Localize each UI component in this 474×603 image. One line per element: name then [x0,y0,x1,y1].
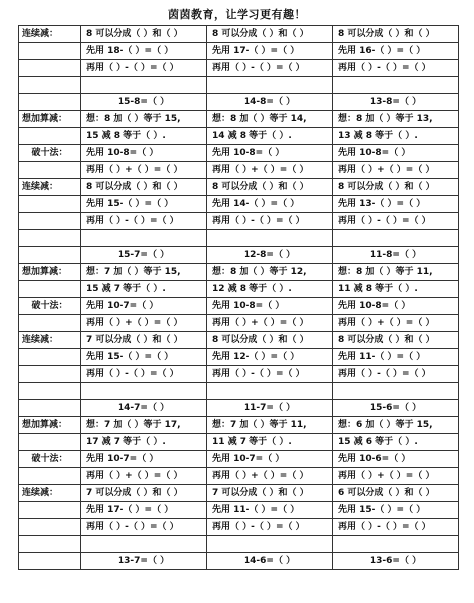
method-label [19,247,81,264]
equation-cell [333,94,459,111]
exercise-row [19,519,459,536]
equation-row [19,400,459,417]
method-label [19,77,81,94]
method-label [19,502,81,519]
method-label: 连续减： [19,485,81,502]
exercise-cell: 再用（ ）+（ ）=（ ） [333,315,459,332]
exercise-cell: 再用（ ）-（ ）=（ ） [207,213,333,230]
exercise-cell: 15 减 8 等于（ ）. [81,128,207,145]
exercise-row [19,332,459,349]
equation-cell [81,247,207,264]
method-label [19,366,81,383]
exercise-row [19,111,459,128]
exercise-cell: 想：8 加（ ）等于 13, [333,111,459,128]
method-label [19,60,81,77]
equation-text: 15-6=（ ） [369,403,422,413]
equation-text: 14-7=（ ） [117,403,170,413]
equation-text: 15-8=（ ） [117,97,170,107]
equation-cell [207,400,333,417]
equation-row [19,553,459,570]
exercise-row [19,179,459,196]
method-label: 想加算减： [19,417,81,434]
equation-row [19,94,459,111]
exercise-cell: 想：8 加（ ）等于 11, [333,264,459,281]
equation-cell [81,553,207,570]
equation-text: 15-7=（ ） [117,250,170,260]
exercise-row [19,434,459,451]
exercise-cell: 先用 10-7=（ ） [81,298,207,315]
exercise-cell: 想：6 加（ ）等于 15, [333,417,459,434]
worksheet-table [18,25,459,570]
method-label: 破十法： [19,145,81,162]
exercise-cell: 先用 17-（ ）=（ ） [207,43,333,60]
exercise-cell: 再用（ ）+（ ）=（ ） [81,162,207,179]
equation-text: 14-8=（ ） [243,97,296,107]
worksheet-body [19,26,459,570]
equation-cell [207,553,333,570]
method-label [19,196,81,213]
exercise-cell: 8 可以分成（ ）和（ ） [333,332,459,349]
exercise-cell: 再用（ ）-（ ）=（ ） [81,519,207,536]
exercise-row [19,145,459,162]
exercise-cell: 再用（ ）+（ ）=（ ） [207,162,333,179]
exercise-cell: 再用（ ）-（ ）=（ ） [207,519,333,536]
equation-text: 11-7=（ ） [243,403,296,413]
exercise-row [19,281,459,298]
method-label [19,213,81,230]
exercise-cell: 8 可以分成（ ）和（ ） [207,26,333,43]
method-label [19,349,81,366]
blank-row [19,536,459,553]
equation-cell [81,94,207,111]
exercise-cell: 想：8 加（ ）等于 12, [207,264,333,281]
method-label [19,128,81,145]
exercise-cell: 先用 10-8=（ ） [81,145,207,162]
exercise-cell: 7 可以分成（ ）和（ ） [81,332,207,349]
exercise-cell: 再用（ ）-（ ）=（ ） [81,213,207,230]
exercise-cell: 再用（ ）-（ ）=（ ） [333,519,459,536]
exercise-row [19,298,459,315]
exercise-row [19,213,459,230]
method-label [19,43,81,60]
exercise-cell: 想：7 加（ ）等于 11, [207,417,333,434]
method-label: 想加算减： [19,264,81,281]
exercise-cell: 再用（ ）+（ ）=（ ） [81,315,207,332]
method-label [19,468,81,485]
exercise-row [19,196,459,213]
exercise-cell: 先用 18-（ ）=（ ） [81,43,207,60]
exercise-cell: 先用 14-（ ）=（ ） [207,196,333,213]
equation-text: 13-8=（ ） [369,97,422,107]
exercise-cell: 想：7 加（ ）等于 17, [81,417,207,434]
method-label [19,315,81,332]
method-label: 连续减： [19,332,81,349]
equation-cell [333,553,459,570]
exercise-row [19,26,459,43]
method-label [19,162,81,179]
exercise-cell: 再用（ ）+（ ）=（ ） [207,315,333,332]
exercise-row [19,349,459,366]
exercise-cell [333,536,459,553]
equation-cell [81,400,207,417]
exercise-cell [207,383,333,400]
equation-text: 14-6=（ ） [243,556,296,566]
exercise-cell: 先用 10-8=（ ） [207,145,333,162]
exercise-row [19,43,459,60]
method-label: 破十法： [19,451,81,468]
exercise-cell: 再用（ ）+（ ）=（ ） [207,468,333,485]
exercise-cell: 8 可以分成（ ）和（ ） [333,26,459,43]
exercise-cell: 先用 10-8=（ ） [333,298,459,315]
exercise-row [19,128,459,145]
method-label [19,383,81,400]
method-label: 连续减： [19,179,81,196]
exercise-row [19,417,459,434]
equation-text: 13-6=（ ） [369,556,422,566]
exercise-cell [207,536,333,553]
exercise-cell: 再用（ ）-（ ）=（ ） [333,213,459,230]
exercise-cell [207,77,333,94]
method-label [19,553,81,570]
equation-text: 13-7=（ ） [117,556,170,566]
exercise-cell: 想：7 加（ ）等于 15, [81,264,207,281]
exercise-cell [333,230,459,247]
exercise-cell: 先用 15-（ ）=（ ） [81,196,207,213]
exercise-cell: 先用 15-（ ）=（ ） [333,502,459,519]
exercise-cell: 再用（ ）-（ ）=（ ） [333,60,459,77]
equation-text: 11-8=（ ） [369,250,422,260]
exercise-row [19,315,459,332]
exercise-cell: 先用 17-（ ）=（ ） [81,502,207,519]
exercise-cell: 8 可以分成（ ）和（ ） [81,179,207,196]
exercise-cell: 8 可以分成（ ）和（ ） [81,26,207,43]
exercise-cell: 17 减 7 等于（ ）. [81,434,207,451]
method-label [19,400,81,417]
exercise-cell: 15 减 7 等于（ ）. [81,281,207,298]
exercise-cell [81,383,207,400]
exercise-row [19,366,459,383]
exercise-cell [81,536,207,553]
equation-cell [333,247,459,264]
equation-cell [207,94,333,111]
exercise-cell: 11 减 7 等于（ ）. [207,434,333,451]
method-label [19,536,81,553]
blank-row [19,230,459,247]
exercise-cell: 再用（ ）-（ ）=（ ） [81,60,207,77]
exercise-cell: 先用 11-（ ）=（ ） [207,502,333,519]
method-label [19,434,81,451]
exercise-row [19,60,459,77]
equation-text: 12-8=（ ） [243,250,296,260]
exercise-cell [333,383,459,400]
exercise-row [19,502,459,519]
blank-row [19,383,459,400]
exercise-cell: 13 减 8 等于（ ）. [333,128,459,145]
exercise-cell: 8 可以分成（ ）和（ ） [333,179,459,196]
exercise-cell: 14 减 8 等于（ ）. [207,128,333,145]
exercise-cell [333,77,459,94]
method-label [19,281,81,298]
exercise-cell [81,230,207,247]
exercise-cell: 先用 16-（ ）=（ ） [333,43,459,60]
exercise-cell: 8 可以分成（ ）和（ ） [207,332,333,349]
exercise-cell: 8 可以分成（ ）和（ ） [207,179,333,196]
exercise-cell: 先用 10-7=（ ） [207,451,333,468]
exercise-row [19,468,459,485]
method-label [19,94,81,111]
exercise-cell: 想：8 加（ ）等于 15, [81,111,207,128]
exercise-cell: 再用（ ）+（ ）=（ ） [333,468,459,485]
blank-row [19,77,459,94]
exercise-cell: 先用 10-8=（ ） [333,145,459,162]
exercise-cell: 再用（ ）+（ ）=（ ） [81,468,207,485]
exercise-cell: 先用 15-（ ）=（ ） [81,349,207,366]
method-label: 连续减： [19,26,81,43]
equation-cell [333,400,459,417]
exercise-cell: 15 减 6 等于（ ）. [333,434,459,451]
exercise-cell: 想：8 加（ ）等于 14, [207,111,333,128]
exercise-cell: 先用 12-（ ）=（ ） [207,349,333,366]
exercise-cell: 先用 13-（ ）=（ ） [333,196,459,213]
exercise-cell [81,77,207,94]
method-label: 想加算减： [19,111,81,128]
exercise-cell: 先用 10-7=（ ） [81,451,207,468]
exercise-cell: 先用 11-（ ）=（ ） [333,349,459,366]
method-label [19,230,81,247]
exercise-row [19,451,459,468]
exercise-cell: 再用（ ）-（ ）=（ ） [333,366,459,383]
exercise-cell: 7 可以分成（ ）和（ ） [81,485,207,502]
exercise-cell: 再用（ ）-（ ）=（ ） [207,366,333,383]
method-label: 破十法： [19,298,81,315]
exercise-cell: 7 可以分成（ ）和（ ） [207,485,333,502]
exercise-row [19,162,459,179]
equation-cell [207,247,333,264]
exercise-cell: 12 减 8 等于（ ）. [207,281,333,298]
exercise-cell: 再用（ ）-（ ）=（ ） [81,366,207,383]
page-title: 茵茵教育，让学习更有趣！ [168,8,306,21]
exercise-cell: 再用（ ）+（ ）=（ ） [333,162,459,179]
exercise-cell [207,230,333,247]
exercise-cell: 先用 10-6=（ ） [333,451,459,468]
exercise-cell: 11 减 8 等于（ ）. [333,281,459,298]
exercise-cell: 再用（ ）-（ ）=（ ） [207,60,333,77]
equation-row [19,247,459,264]
method-label [19,519,81,536]
exercise-cell: 6 可以分成（ ）和（ ） [333,485,459,502]
exercise-cell: 先用 10-8=（ ） [207,298,333,315]
exercise-row [19,485,459,502]
exercise-row [19,264,459,281]
